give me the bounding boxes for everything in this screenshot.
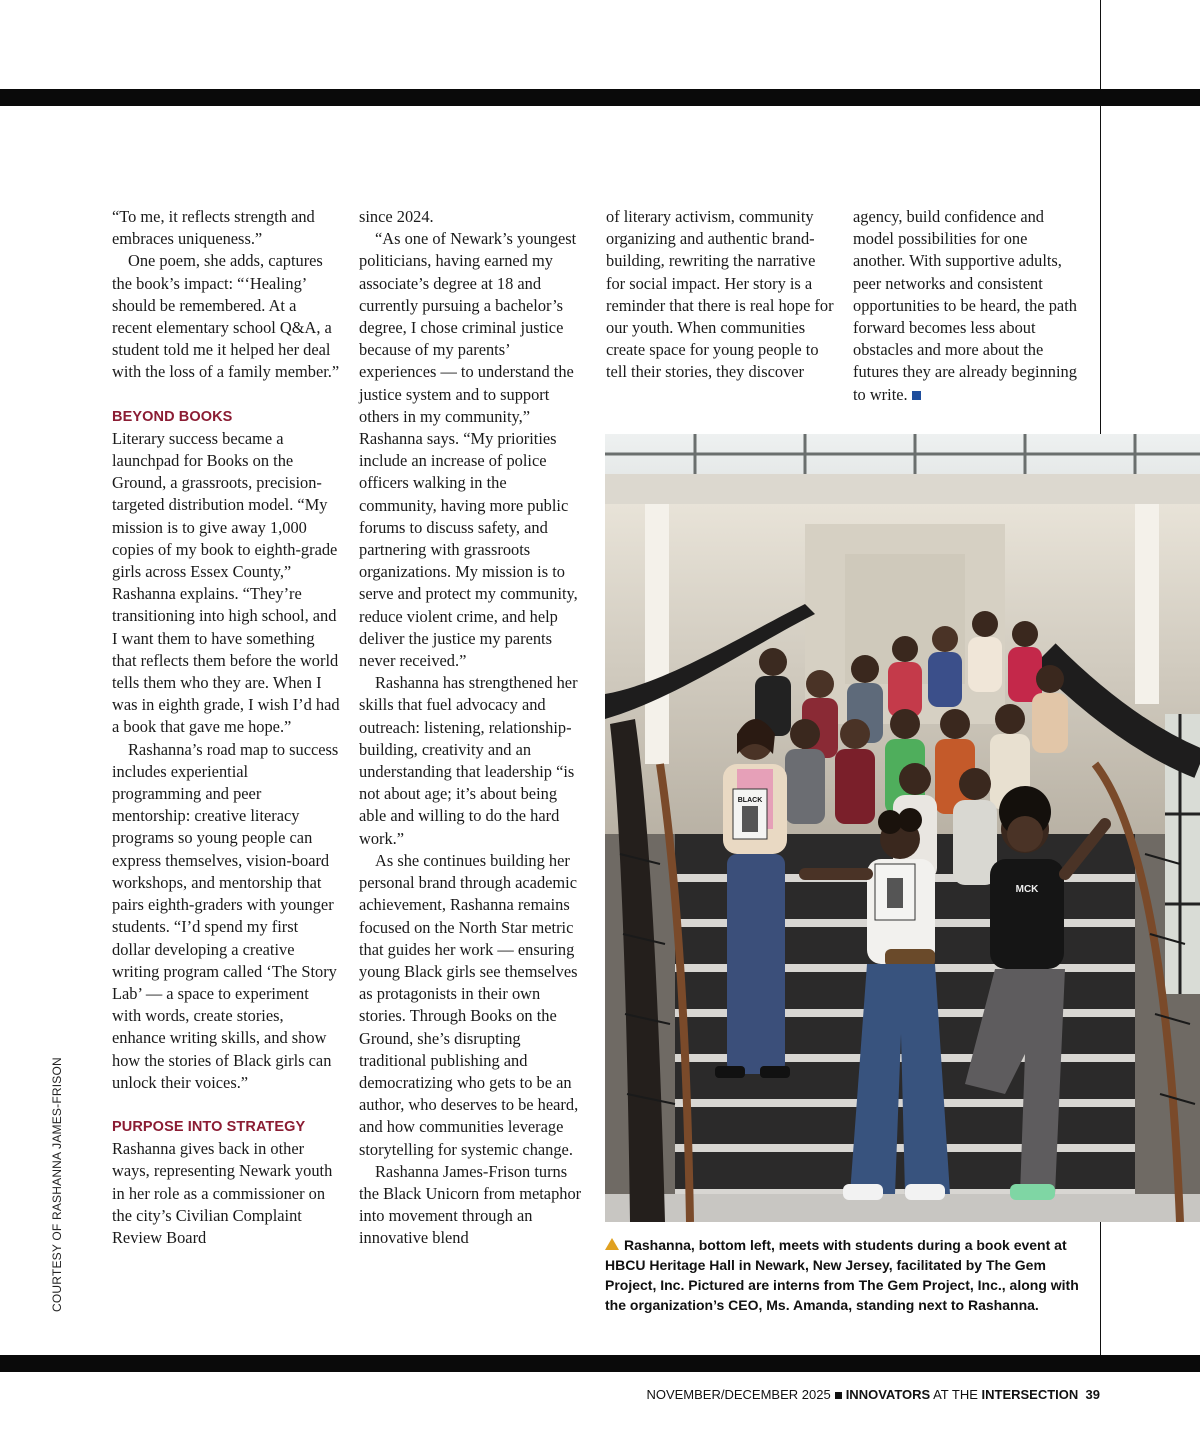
- book-cover-label: BLACK: [737, 797, 763, 804]
- paragraph: “To me, it reflects strength and embraces uniqueness.”: [112, 207, 315, 249]
- column-rule-top: [1100, 0, 1101, 89]
- paragraph: [853, 206, 1081, 406]
- paragraph: Rashanna’s road map to success includes experiential programming and peer mentorship: creative literacy programs so young people can express themselves, vision-board workshops, and mentorship that pairs eighth-graders with younger students. “I’d spend my first dollar developing a creative writing program called ‘The Story Lab’ — a space to experiment with words, create stories, enhance writing skills, and show how the stories of Black girls can unlock their voices.”: [112, 739, 339, 1092]
- section-heading-purpose-into-strategy: PURPOSE INTO STRATEGY: [112, 1118, 306, 1135]
- paragraph: Rashanna gives back in other ways, representing Newark youth in her role as a commissioner on the city’s Civilian Complaint Review Board: [112, 1139, 333, 1247]
- paragraph: since 2024.: [359, 207, 434, 226]
- issue-date: NOVEMBER/DECEMBER 2025: [646, 1387, 831, 1402]
- page-number: 39: [1085, 1387, 1100, 1402]
- bottom-rule: [0, 1355, 1200, 1372]
- page-footer: [646, 1387, 1100, 1402]
- column-3: [606, 206, 834, 384]
- section-title-b: AT THE: [930, 1387, 982, 1402]
- paragraph: “As one of Newark’s youngest politicians, having earned my associate’s degree at 18 and currently pursuing a bachelor’s degree, I chose criminal justice because of my parents’ experiences — to understand the justice system and to support others in my community,” Rashanna says. “My priorities include an increase of police officers walking in the community, having more public forums to discuss safety, and partnering with grassroots organizations. My mission is to serve and protect my community, reduce violent crime, and help deliver the justice my parents never received.”: [359, 229, 578, 671]
- paragraph: of literary activism, community organizing and authentic brand-building, rewriting the narrative for social impact. Her story is a reminder that there is real hope for our youth. When communities create space for young people to tell their stories, they discover: [606, 207, 834, 382]
- paragraph-text: agency, build confidence and model possibilities for one another. With supportive adults, peer networks and consistent opportunities to be heard, the path forward becomes less about obstacles and more about the futures they are already beginning to write.: [853, 207, 1077, 404]
- top-rule: [0, 89, 1200, 106]
- svg-text:MCK: MCK: [1015, 884, 1039, 895]
- caption-text: Rashanna, bottom left, meets with students during a book event at HBCU Heritage Hall in Newark, New Jersey, facilitated by The Gem Project, Inc. Pictured are interns from The Gem Project, Inc., along with the organization’s CEO, Ms. Amanda, standing next to Rashanna.: [605, 1237, 1079, 1313]
- section-title-c: INTERSECTION: [981, 1387, 1079, 1402]
- caption-marker-icon: [605, 1238, 619, 1250]
- column-2: [359, 206, 587, 1250]
- event-photo: [605, 434, 1200, 1222]
- section-title-a: INNOVATORS: [845, 1387, 931, 1402]
- paragraph: Rashanna James-Frison turns the Black Unicorn from metaphor into movement through an innovative blend: [359, 1161, 582, 1248]
- paragraph: One poem, she adds, captures the book’s impact: “‘Healing’ should be remembered. At a recent elementary school Q&A, a student told me it helped her deal with the loss of a family member.”: [112, 251, 340, 382]
- staircase-group-photo: [605, 434, 1200, 1222]
- paragraph: As she continues building her personal brand through academic achievement, Rashanna remains focused on the North Star metric that guides her work — ensuring young Black girls see themselves as protagonists in their own stories. Through Books on the Ground, she’s disrupting traditional publishing and democratizing who gets to be an author, who deserves to be heard, and how communities leverage storytelling for systemic change.: [359, 850, 579, 1159]
- paragraph: Literary success became a launchpad for Books on the Ground, a grassroots, precision-targeted distribution model. “My mission is to give away 1,000 copies of my book to eighth-grade girls across Essex County,” Rashanna explains. “They’re transitioning into high school, and I want them to have something that reflects them before the world tells them who they are. When I was in eighth grade, I wish I’d had a book that gave me hope.”: [112, 428, 340, 737]
- column-4: [853, 206, 1081, 406]
- section-heading-beyond-books: BEYOND BOOKS: [112, 408, 233, 425]
- paragraph: Rashanna has strengthened her skills that fuel advocacy and outreach: listening, relationship-building, creativity and an understanding that leadership “is not about age; it’s about being able and willing to do the hard work.”: [359, 673, 578, 848]
- end-mark-icon: [912, 391, 921, 400]
- column-1: [112, 206, 340, 1249]
- photo-caption: [605, 1235, 1095, 1315]
- photo-credit: COURTESY OF RASHANNA JAMES-FRISON: [50, 1057, 64, 1312]
- separator-square-icon: [835, 1392, 842, 1399]
